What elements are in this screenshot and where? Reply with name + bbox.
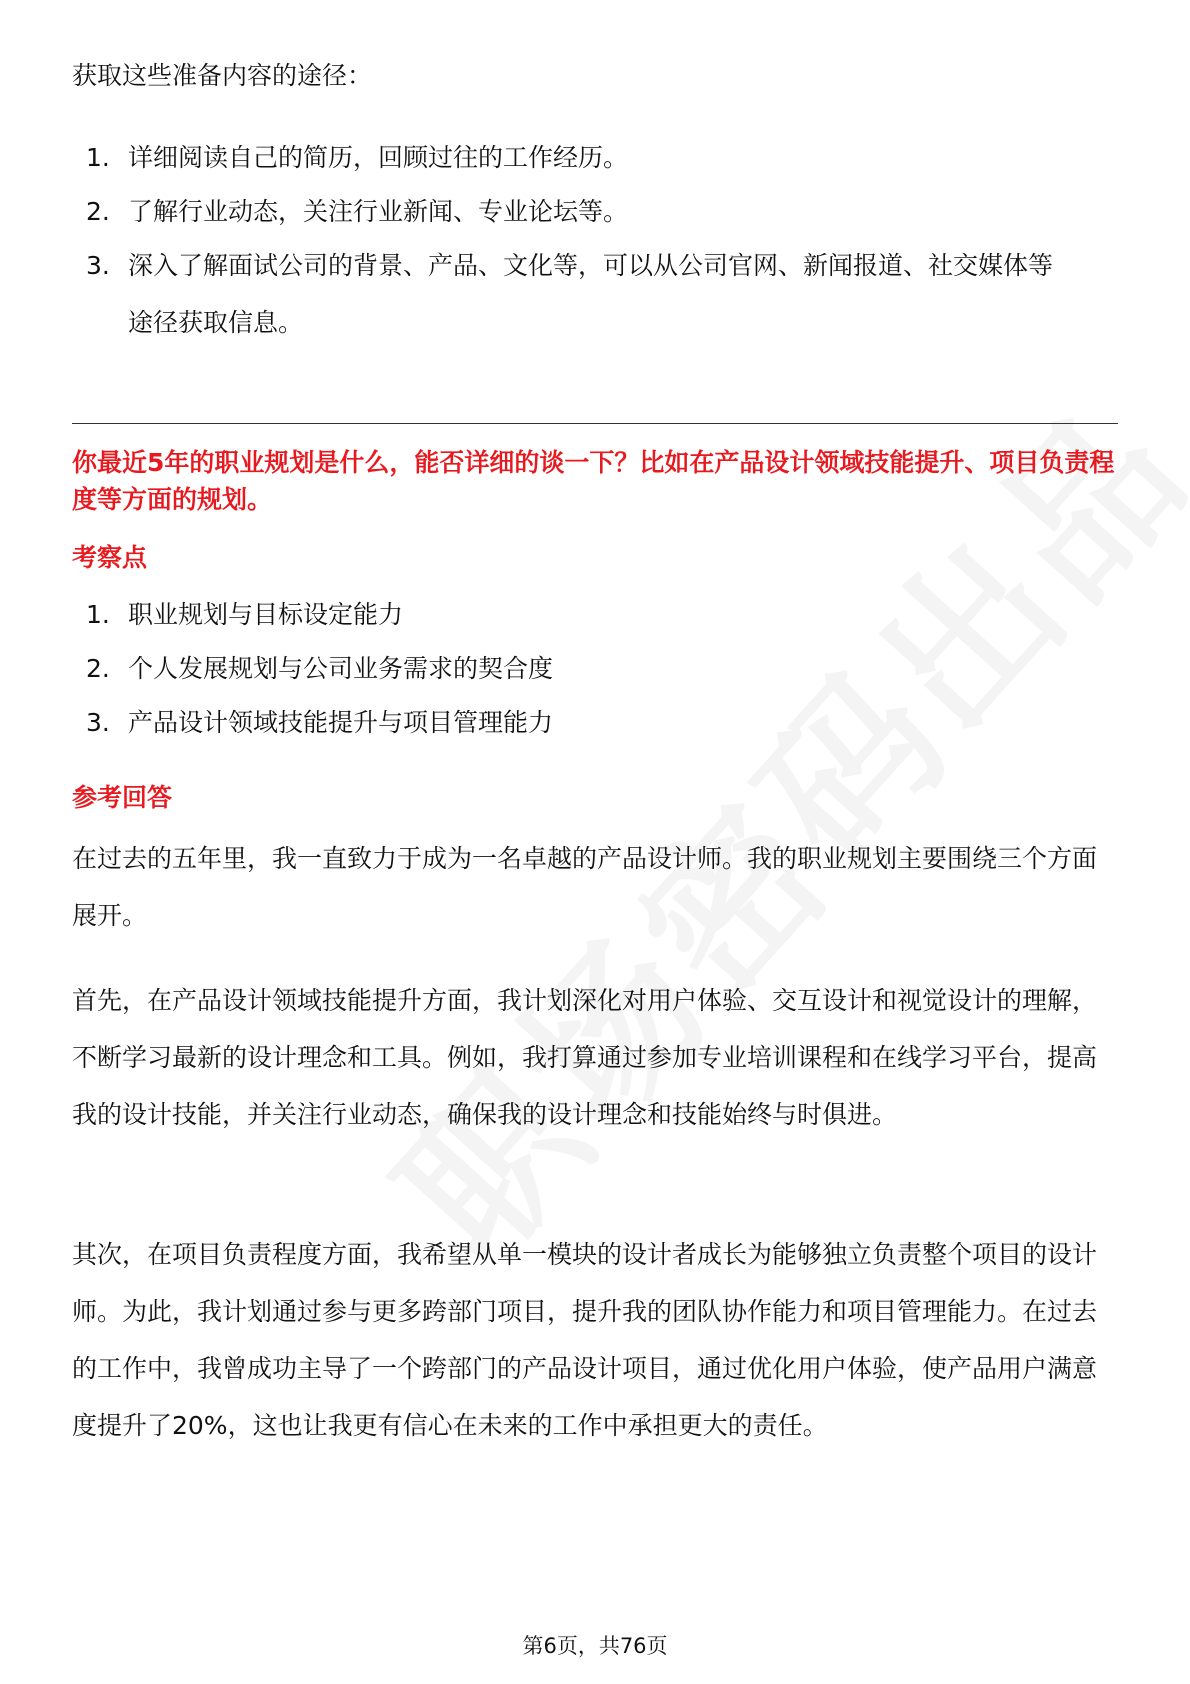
list-number: 1.	[86, 143, 110, 172]
answer-paragraph: 其次，在项目负责程度方面，我希望从单一模块的设计者成长为能够独立负责整个项目的设计师。为此，我计划通过参与更多跨部门项目，提升我的团队协作能力和项目管理能力。在过去的工作中，我曾成功主导了一个跨部门的产品设计项目，通过优化用户体验，使产品用户满意度提升了20%，这也让我更有信心在未来的工作中承担更大的责任。	[72, 1240, 1098, 1440]
list-item	[86, 129, 1106, 186]
answer-heading: 参考回答	[72, 783, 173, 812]
list-item	[86, 694, 1106, 751]
section-divider	[72, 423, 1118, 424]
list-item	[86, 237, 1076, 351]
list-text: 详细阅读自己的简历，回顾过往的工作经历。	[128, 143, 629, 172]
list-text: 了解行业动态，关注行业新闻、专业论坛等。	[128, 197, 629, 226]
list-text: 产品设计领域技能提升与项目管理能力	[128, 708, 554, 737]
list-item	[86, 183, 1106, 240]
document-page	[72, 0, 1118, 1684]
points-heading: 考察点	[72, 543, 148, 572]
list-number: 1.	[86, 600, 110, 629]
intro-text: 获取这些准备内容的途径：	[72, 61, 373, 90]
list-item	[86, 586, 1106, 643]
list-text: 深入了解面试公司的背景、产品、文化等，可以从公司官网、新闻报道、社交媒体等途径获取信息。	[128, 251, 1054, 337]
list-text: 职业规划与目标设定能力	[128, 600, 404, 629]
list-number: 3.	[86, 708, 110, 737]
answer-paragraph: 在过去的五年里，我一直致力于成为一名卓越的产品设计师。我的职业规划主要围绕三个方面展开。	[72, 844, 1098, 930]
list-number: 3.	[86, 251, 110, 280]
list-number: 2.	[86, 197, 110, 226]
list-text: 个人发展规划与公司业务需求的契合度	[128, 654, 554, 683]
page-footer: 第6页，共76页	[522, 1634, 668, 1658]
list-number: 2.	[86, 654, 110, 683]
list-item	[86, 640, 1106, 697]
question-title: 你最近5年的职业规划是什么，能否详细的谈一下？比如在产品设计领域技能提升、项目负责程度等方面的规划。	[72, 448, 1115, 514]
answer-paragraph: 首先，在产品设计领域技能提升方面，我计划深化对用户体验、交互设计和视觉设计的理解，不断学习最新的设计理念和工具。例如，我打算通过参加专业培训课程和在线学习平台，提高我的设计技能，并关注行业动态，确保我的设计理念和技能始终与时俱进。	[72, 986, 1098, 1129]
